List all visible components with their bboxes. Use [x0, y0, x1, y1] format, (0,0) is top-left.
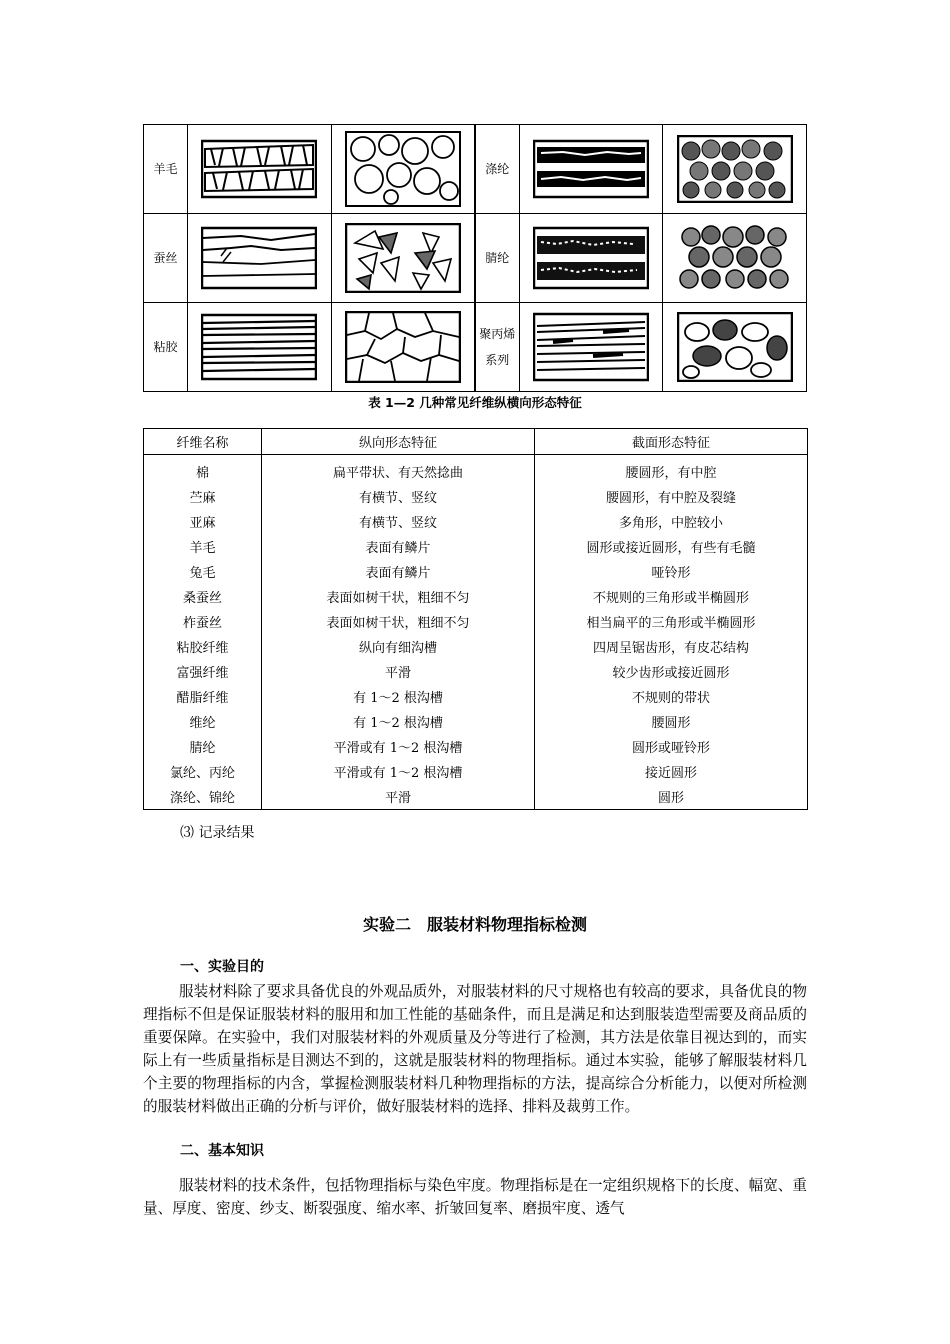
table-row: [144, 559, 808, 584]
cell-fiber: 粘胶纤维: [144, 634, 262, 659]
cell-longitudinal: 表面如树干状，粗细不匀: [262, 609, 535, 634]
cell-cross-section: 多角形，中腔较小: [535, 509, 808, 534]
fiber-name-viscose: 粘胶: [144, 303, 188, 392]
cell-fiber: 富强纤维: [144, 659, 262, 684]
table-header-row: [144, 429, 808, 455]
header-cross-section: 截面形态特征: [535, 429, 808, 455]
cell-fiber: 柞蚕丝: [144, 609, 262, 634]
cell-fiber: 涤纶、锦纶: [144, 784, 262, 810]
table-row: [144, 509, 808, 534]
cell-cross-section: 圆形或接近圆形，有些有毛髓: [535, 534, 808, 559]
wool-cross-section-image: [331, 125, 475, 214]
table-row: [144, 759, 808, 784]
cell-cross-section: 相当扁平的三角形或半椭圆形: [535, 609, 808, 634]
cell-cross-section: 腰圆形，有中腔及裂缝: [535, 484, 808, 509]
table-row: [144, 684, 808, 709]
acrylic-longitudinal-image: [519, 214, 663, 303]
table-row: [144, 455, 808, 485]
fiber-name-polyester: 涤纶: [475, 125, 519, 214]
table-row: [144, 734, 808, 759]
viscose-cross-section-image: [331, 303, 475, 392]
cell-fiber: 维纶: [144, 709, 262, 734]
cell-cross-section: 接近圆形: [535, 759, 808, 784]
fiber-name-acrylic: 腈纶: [475, 214, 519, 303]
cell-cross-section: 不规则的三角形或半椭圆形: [535, 584, 808, 609]
cell-cross-section: 腰圆形，有中腔: [535, 455, 808, 485]
polypropylene-longitudinal-image: [519, 303, 663, 392]
cell-longitudinal: 平滑或有 1～2 根沟槽: [262, 734, 535, 759]
polyester-cross-section-image: [663, 125, 807, 214]
silk-cross-section-image: [331, 214, 475, 303]
cell-cross-section: 不规则的带状: [535, 684, 808, 709]
fiber-name-polypropylene: [475, 303, 519, 392]
cell-longitudinal: 有 1～2 根沟槽: [262, 684, 535, 709]
section-paragraph-basics: 服装材料的技术条件，包括物理指标与染色牢度。物理指标是在一定组织规格下的长度、幅宽、重量、厚度、密度、纱支、断裂强度、缩水率、折皱回复率、磨损牢度、透气: [143, 1177, 807, 1217]
fiber-name-wool: 羊毛: [144, 125, 188, 214]
figure-caption: 表 1—2 几种常见纤维纵横向形态特征: [368, 395, 582, 410]
cell-fiber: 桑蚕丝: [144, 584, 262, 609]
header-longitudinal: 纵向形态特征: [262, 429, 535, 455]
cell-longitudinal: 平滑: [262, 659, 535, 684]
cell-cross-section: 腰圆形: [535, 709, 808, 734]
experiment-title: 实验二 服装材料物理指标检测: [362, 915, 587, 934]
fiber-name-silk: 蚕丝: [144, 214, 188, 303]
silk-longitudinal-image: [188, 214, 332, 303]
section-paragraph-purpose: 服装材料除了要求具备优良的外观品质外，对服装材料的尺寸规格也有较高的要求，具备优良的物理指标不但是保证服装材料的服用和加工性能的基础条件，而且是满足和达到服装造型需要及商品质的重要保障。在实验中，我们对服装材料的外观质量及分等进行了检测，其方法是依靠目视达到的，而实际上有一些质量指标是目测达不到的，这就是服装材料的物理指标。通过本实验，能够了解服装材料几个主要的物理指标的内含，掌握检测服装材料几种物理指标的方法，提高综合分析能力，以便对所检测的服装材料做出正确的分析与评价，做好服装材料的选择、排料及裁剪工作。: [143, 983, 807, 1115]
polypropylene-cross-section-image: [663, 303, 807, 392]
cell-longitudinal: 表面如树干状，粗细不匀: [262, 584, 535, 609]
section-heading-purpose: 一、实验目的: [180, 959, 264, 975]
cell-longitudinal: 有横节、竖纹: [262, 509, 535, 534]
cell-longitudinal: 平滑: [262, 784, 535, 810]
cell-longitudinal: 纵向有细沟槽: [262, 634, 535, 659]
cell-fiber: 氯纶、丙纶: [144, 759, 262, 784]
table-row: [144, 609, 808, 634]
cell-longitudinal: 有 1～2 根沟槽: [262, 709, 535, 734]
wool-longitudinal-image: [188, 125, 332, 214]
polypropylene-label-line2: 系列: [485, 353, 510, 367]
cell-longitudinal: 表面有鳞片: [262, 534, 535, 559]
fiber-characteristics-table: [143, 428, 808, 810]
cell-cross-section: 四周呈锯齿形，有皮芯结构: [535, 634, 808, 659]
cell-fiber: 苎麻: [144, 484, 262, 509]
header-fiber-name: 纤维名称: [144, 429, 262, 455]
cell-longitudinal: 平滑或有 1～2 根沟槽: [262, 759, 535, 784]
cell-fiber: 棉: [144, 455, 262, 485]
cell-longitudinal: 有横节、竖纹: [262, 484, 535, 509]
cell-cross-section: 圆形: [535, 784, 808, 810]
cell-fiber: 亚麻: [144, 509, 262, 534]
cell-cross-section: 圆形或哑铃形: [535, 734, 808, 759]
cell-fiber: 羊毛: [144, 534, 262, 559]
cell-fiber: 兔毛: [144, 559, 262, 584]
table-row: [144, 634, 808, 659]
record-results-note: ⑶ 记录结果: [180, 825, 255, 841]
table-row: [144, 784, 808, 810]
fiber-micrograph-table: [143, 124, 807, 392]
section-heading-basics: 二、基本知识: [180, 1143, 264, 1159]
cell-longitudinal: 表面有鳞片: [262, 559, 535, 584]
table-row: [144, 584, 808, 609]
table-row: [144, 484, 808, 509]
cell-cross-section: 较少齿形或接近圆形: [535, 659, 808, 684]
acrylic-cross-section-image: [663, 214, 807, 303]
cell-fiber: 腈纶: [144, 734, 262, 759]
table-row: [144, 659, 808, 684]
viscose-longitudinal-image: [188, 303, 332, 392]
table-row: [144, 534, 808, 559]
polypropylene-label-line1: 聚丙烯: [479, 327, 516, 341]
cell-longitudinal: 扁平带状、有天然捻曲: [262, 455, 535, 485]
polyester-longitudinal-image: [519, 125, 663, 214]
cell-cross-section: 哑铃形: [535, 559, 808, 584]
table-row: [144, 709, 808, 734]
cell-fiber: 醋脂纤维: [144, 684, 262, 709]
